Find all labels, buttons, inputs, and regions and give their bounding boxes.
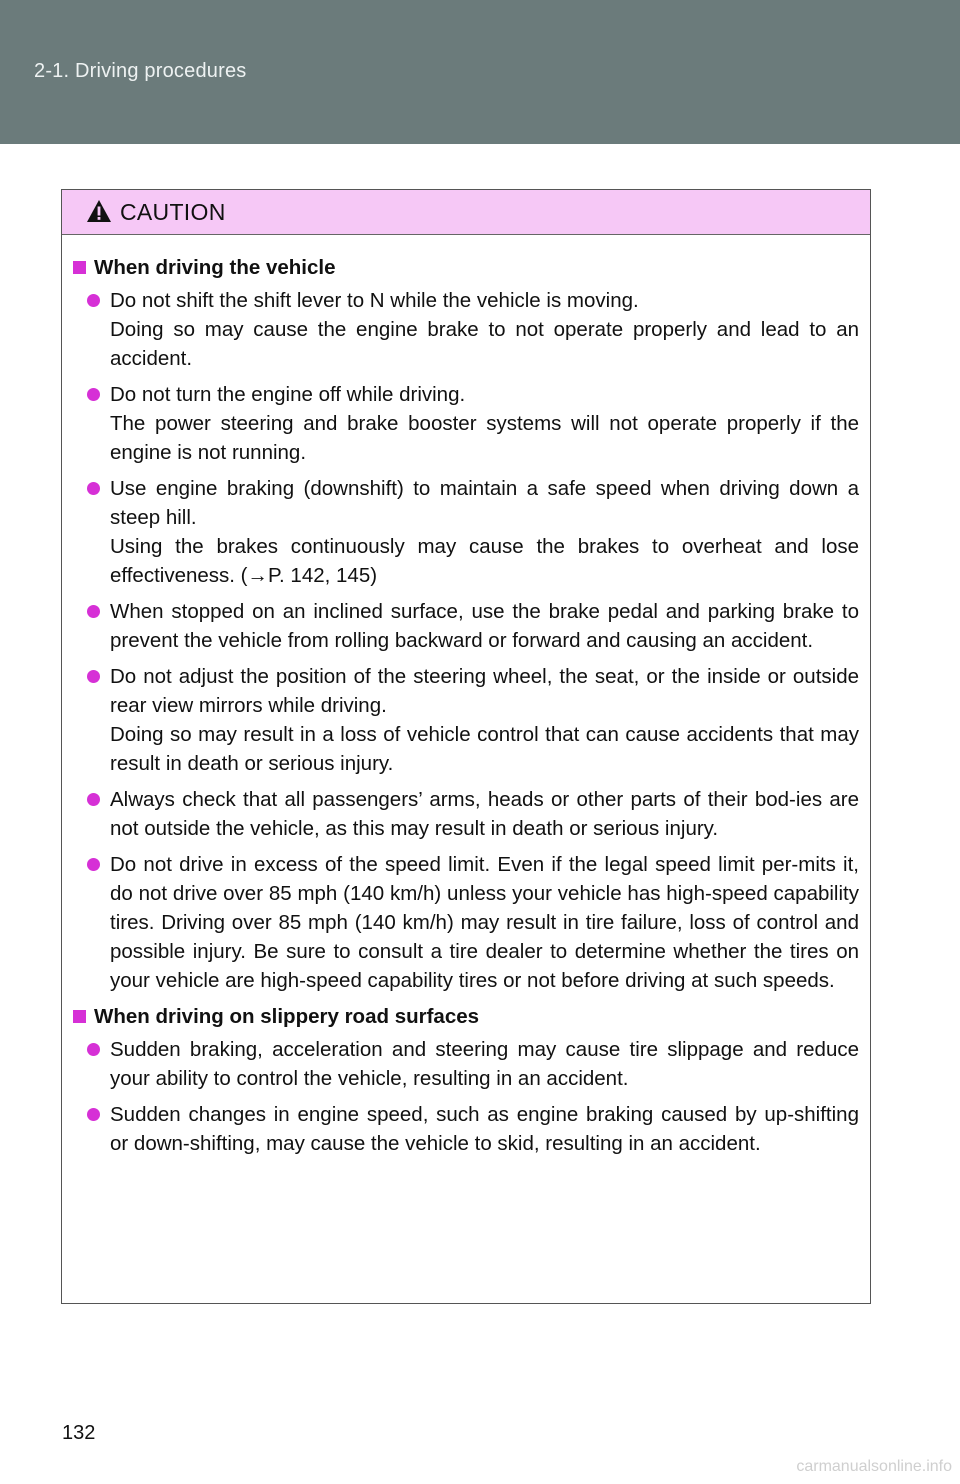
watermark: carmanualsonline.info (796, 1458, 952, 1475)
caution-title: CAUTION (120, 199, 226, 225)
item-line: When stopped on an inclined surface, use the brake pedal and parking brake to prevent the vehicle from rolling backward or forward and causing an accident. (110, 600, 859, 652)
item-line: Do not adjust the position of the steering wheel, the seat, or the inside or outside rear view mirrors while driving. (110, 665, 859, 717)
section-heading (73, 1002, 859, 1031)
item-line: Doing so may result in a loss of vehicle control that can cause accidents that may result in death or serious injury. (110, 723, 859, 775)
caution-body (62, 235, 870, 1158)
section-heading (73, 253, 859, 282)
list-item-text (110, 380, 859, 467)
list-item (87, 597, 859, 655)
list-item (87, 662, 859, 778)
caution-box (61, 189, 871, 1304)
list-item-text (110, 474, 859, 590)
item-line: Do not shift the shift lever to N while the vehicle is moving. (110, 289, 639, 312)
list-item-text (110, 785, 859, 843)
square-bullet-icon (73, 1010, 86, 1023)
list-item (87, 474, 859, 590)
circle-bullet-icon (87, 858, 100, 871)
item-line: Doing so may cause the engine brake to not operate properly and lead to an accident. (110, 318, 859, 370)
list-item-text (110, 850, 859, 995)
item-line: Always check that all passengers’ arms, heads or other parts of their bod-ies are not outside the vehicle, as this may result in death or serious injury. (110, 788, 859, 840)
list-item-text (110, 286, 859, 373)
item-line: Sudden changes in engine speed, such as engine braking caused by up-shifting or down-shifting, may cause the vehicle to skid, resulting in an accident. (110, 1103, 859, 1155)
list-item-text (110, 1035, 859, 1093)
list-item (87, 380, 859, 467)
item-line: Use engine braking (downshift) to maintain a safe speed when driving down a steep hill. (110, 477, 859, 529)
circle-bullet-icon (87, 1108, 100, 1121)
page-header (0, 0, 960, 144)
circle-bullet-icon (87, 294, 100, 307)
item-line: The power steering and brake booster systems will not operate properly if the engine is not running. (110, 412, 859, 464)
circle-bullet-icon (87, 482, 100, 495)
section-heading-text: When driving the vehicle (94, 256, 336, 279)
circle-bullet-icon (87, 1043, 100, 1056)
square-bullet-icon (73, 261, 86, 274)
caution-header (62, 190, 870, 235)
item-line: Do not drive in excess of the speed limit. Even if the legal speed limit per-mits it, do not drive over 85 mph (140 km/h) unless your vehicle has high-speed capability tires. Driving over 85 mph (140 km/h) may result in tire failure, loss of control and possible injury. Be sure to consult a tire dealer to determine whether the tires on your vehicle are high-speed capability tires or not before driving at such speeds. (110, 853, 859, 992)
list-item-text (110, 1100, 859, 1158)
list-item (87, 850, 859, 995)
circle-bullet-icon (87, 670, 100, 683)
list-item (87, 286, 859, 373)
circle-bullet-icon (87, 793, 100, 806)
item-line: Using the brakes continuously may cause the brakes to overheat and lose effectiveness. (→P. 142, 145) (110, 535, 859, 587)
circle-bullet-icon (87, 605, 100, 618)
item-line: Do not turn the engine off while driving. (110, 383, 466, 406)
list-item (87, 1035, 859, 1093)
item-line: Sudden braking, acceleration and steering may cause tire slippage and reduce your ability to control the vehicle, resulting in an accident. (110, 1038, 859, 1090)
section-heading-text: When driving on slippery road surfaces (94, 1005, 480, 1028)
list-item (87, 785, 859, 843)
section-title: 2-1. Driving procedures (34, 60, 247, 82)
warning-triangle-icon (86, 199, 112, 223)
list-item-text (110, 662, 859, 778)
list-item-text (110, 597, 859, 655)
list-item (87, 1100, 859, 1158)
circle-bullet-icon (87, 388, 100, 401)
page-number: 132 (62, 1422, 96, 1444)
